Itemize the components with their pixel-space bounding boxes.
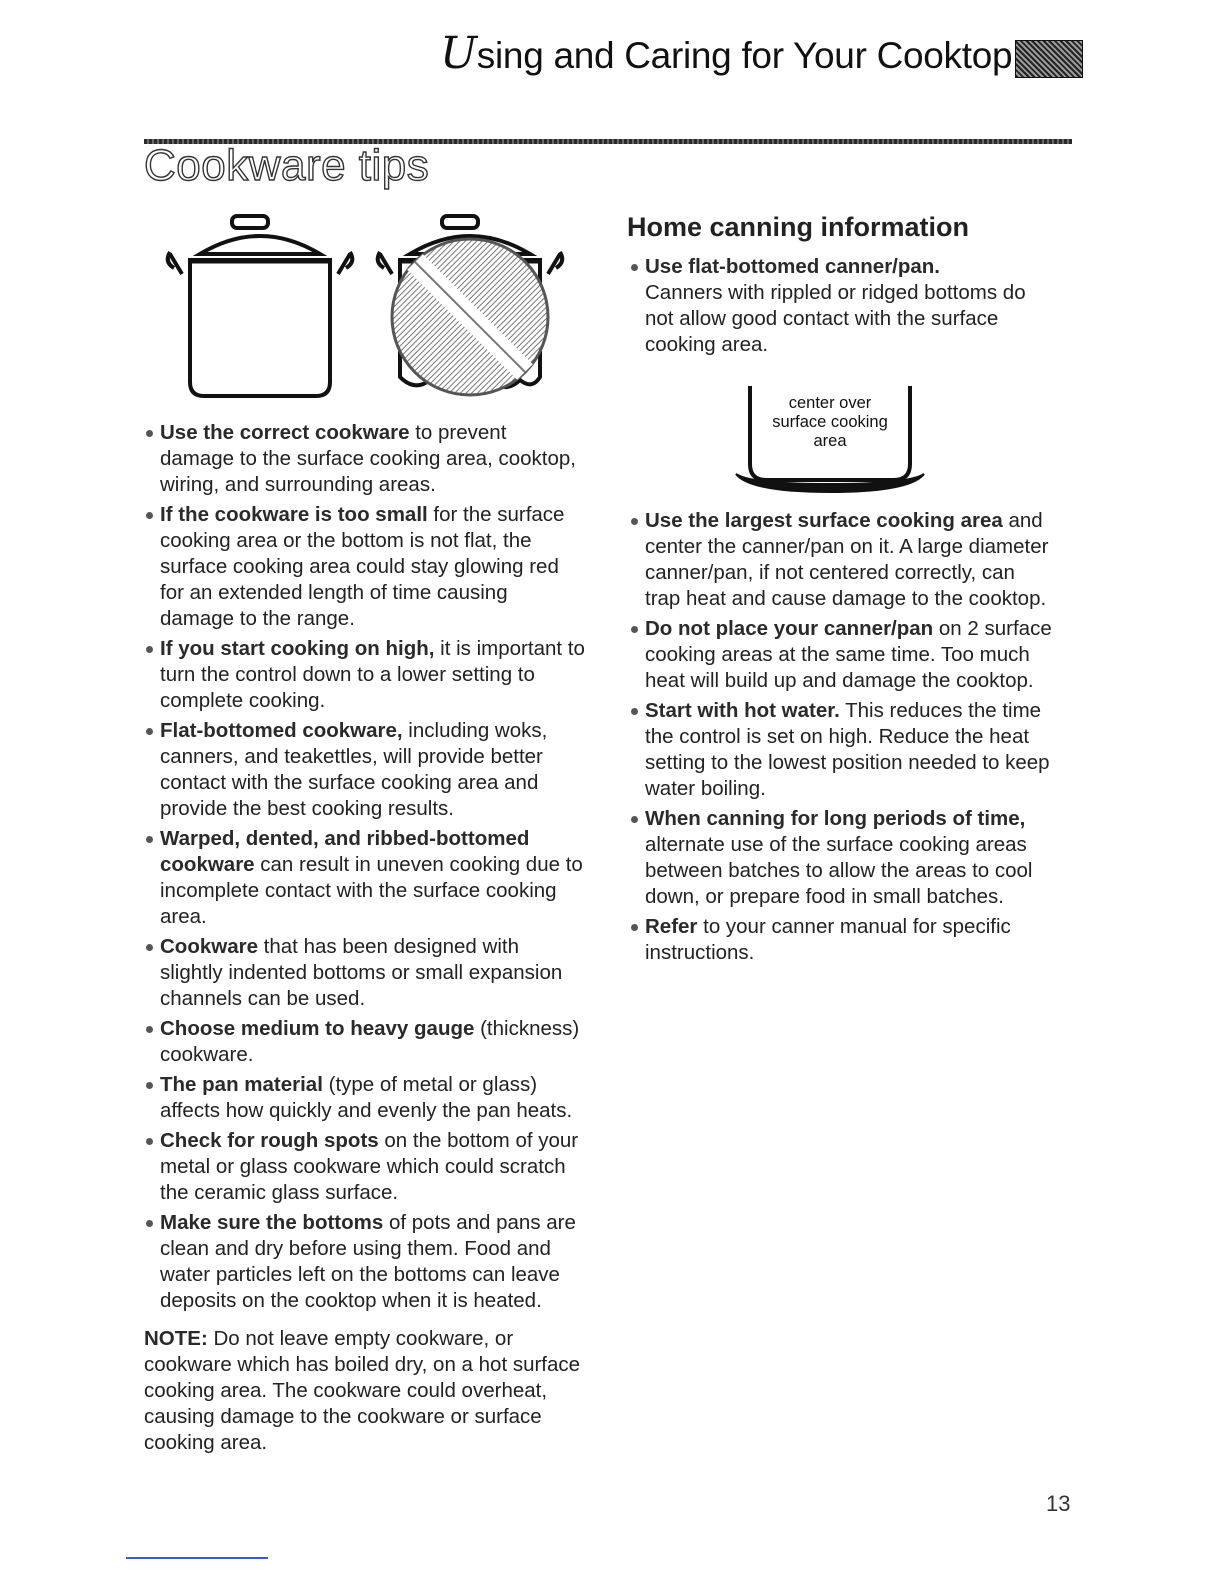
list-item: Do not place your canner/pan on 2 surface cooking areas at the same time. Too much heat will build up and damage the cooktop. xyxy=(625,616,1055,694)
section-title: Cookware tips xyxy=(144,141,430,190)
note-paragraph: NOTE: Do not leave empty cookware, or cookware which has boiled dry, on a hot surface cooking area. The cookware could overheat, causing damage to the cookware or surface cooking area. xyxy=(144,1327,581,1454)
home-canning-title: Home canning information xyxy=(627,212,970,242)
list-item: Use flat-bottomed canner/pan. Canners with rippled or ridged bottoms do not allow good contact with the surface cooking area. xyxy=(625,254,1055,358)
list-item: Make sure the bottoms of pots and pans are clean and dry before using them. Food and water particles left on the bottoms can leave deposits on the cooktop when it is heated. xyxy=(140,1210,585,1314)
canner-label: center over surface cooking area xyxy=(772,394,888,450)
list-item: When canning for long periods of time, alternate use of the surface cooking areas between batches to allow the areas to cool down, or prepare food in small batches. xyxy=(625,806,1055,910)
footer-link-line xyxy=(126,1557,268,1559)
header-emblem-icon xyxy=(1015,40,1083,78)
page-number: 13 xyxy=(1046,1491,1071,1516)
list-item: Use the correct cookware to prevent damage to the surface cooking area, cooktop, wiring, and surrounding areas. xyxy=(140,420,585,498)
list-item: If the cookware is too small for the surface cooking area or the bottom is not flat, the surface cooking area could stay glowing red for an extended length of time causing damage to the range. xyxy=(140,502,585,632)
list-item: Check for rough spots on the bottom of your metal or glass cookware which could scratch the ceramic glass surface. xyxy=(140,1128,585,1206)
list-item: Warped, dented, and ribbed-bottomed cookware can result in uneven cooking due to incomplete contact with the surface cooking area. xyxy=(140,826,585,930)
list-item: Choose medium to heavy gauge (thickness) cookware. xyxy=(140,1016,585,1068)
home-canning-intro xyxy=(625,254,1055,362)
cookware-illustration xyxy=(160,212,570,417)
list-item: The pan material (type of metal or glass) affects how quickly and evenly the pan heats. xyxy=(140,1072,585,1124)
header-title-rest: sing and Caring for Your Cooktop xyxy=(476,35,1013,76)
list-item: Flat-bottomed cookware, including woks, canners, and teakettles, will provide better contact with the surface cooking area and provide the best cooking results. xyxy=(140,718,585,822)
cookware-tips-list xyxy=(140,420,585,1456)
list-item: If you start cooking on high, it is important to turn the control down to a lower setting to complete cooking. xyxy=(140,636,585,714)
home-canning-list xyxy=(625,508,1055,970)
page-header-title xyxy=(440,28,1013,79)
prohibited-icon xyxy=(392,239,548,395)
list-item: Start with hot water. This reduces the time the control is set on high. Reduce the heat setting to the lowest position needed to keep water boiling. xyxy=(625,698,1055,802)
header-initial: U xyxy=(440,28,477,79)
list-item: Use the largest surface cooking area and center the canner/pan on it. A large diameter canner/pan, if not centered correctly, can trap heat and cause damage to the cooktop. xyxy=(625,508,1055,612)
correct-pot-icon xyxy=(168,216,353,396)
list-item: Refer to your canner manual for specific instructions. xyxy=(625,914,1055,966)
list-item: Cookware that has been designed with slightly indented bottoms or small expansion channels can be used. xyxy=(140,934,585,1012)
